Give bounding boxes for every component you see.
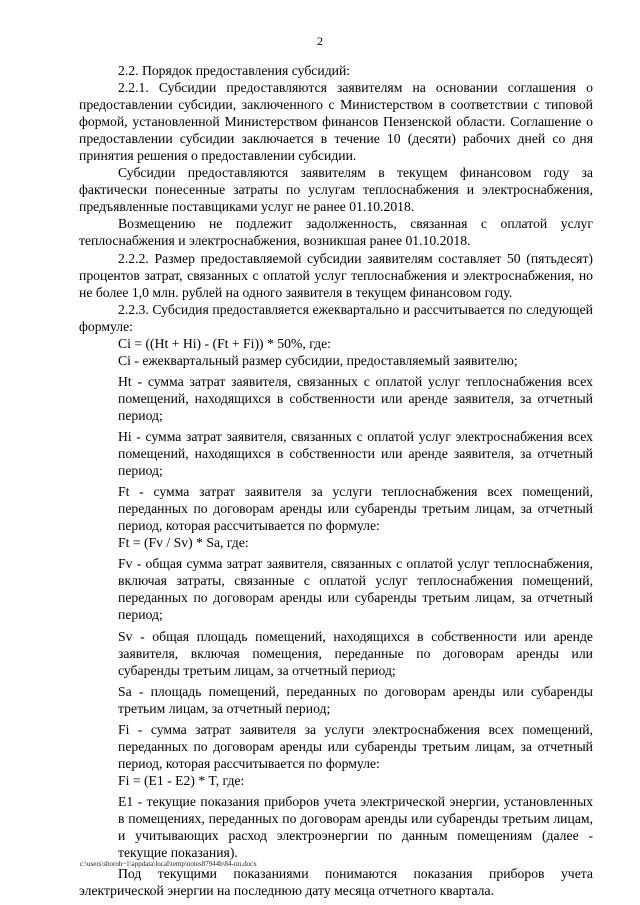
definition-sa: Sa - площадь помещений, переданных по договорам аренды или субаренды третьим лицам, за отчетный период; bbox=[118, 683, 593, 716]
footer-file-path: c:\users\shoroh~1\appdata\local\temp\notes87944b\84-пп.docx bbox=[80, 860, 257, 868]
definition-hi: Hi - сумма затрат заявителя, связанных с оплатой услуг электроснабжения всех помещений, находящихся в собственности или аренде заявителя, за отчетный период; bbox=[118, 428, 593, 479]
definition-sv: Sv - общая площадь помещений, находящихся в собственности или аренде заявителя, включая помещения, переданные по договорам аренды или субаренды третьим лицам, за отчетный период; bbox=[118, 628, 593, 678]
definition-ft: Ft - сумма затрат заявителя за услуги теплоснабжения всех помещений, переданных по договорам аренды или субаренды третьим лицам, за отчетный период, которая рассчитывается по формуле: bbox=[118, 484, 593, 534]
definition-fv: Fv - общая сумма затрат заявителя, связанных с оплатой услуг теплоснабжения, включая затраты, связанные с оплатой услуг теплоснабжения помещений, переданных по договорам аренды или субаренды третьим лицам, за отчетный период; bbox=[118, 556, 593, 623]
formula-fi: Fi = (E1 - E2) * T, где: bbox=[118, 772, 245, 788]
paragraph-debt-exclusion: Возмещению не подлежит задолженность, связанная с оплатой услуг теплоснабжения и электроснабжения, возникшая ранее 01.10.2018. bbox=[79, 216, 593, 249]
paragraph-agreement: 2.2.1. Субсидии предоставляются заявителям на основании соглашения о предоставлении субсидии, заключенного с Министерством в соответствии с типовой формой, установленной Министерством финансов Пензенской области. Соглашение о предоставлении субсидии заключается в течение 10 (десяти) рабочих дней со дня принятия решения о предоставлении субсидии. bbox=[79, 80, 593, 164]
definition-ht: Ht - сумма затрат заявителя, связанных с оплатой услуг теплоснабжения всех помещений, находящихся в собственности или аренде заявителя, за отчетный период; bbox=[118, 373, 593, 423]
definition-fi: Fi - сумма затрат заявителя за услуги электроснабжения всех помещений, переданных по договорам аренды или субаренды третьим лицам, за отчетный период, которая рассчитывается по формуле: bbox=[118, 721, 593, 771]
paragraph-subsidy-period: Субсидии предоставляются заявителям в текущем финансовом году за фактически понесенные затраты по услугам теплоснабжения и электроснабжения, предъявленные поставщиками услуг не ранее 01.10.2018. bbox=[79, 165, 593, 215]
section-heading: 2.2. Порядок предоставления субсидий: bbox=[118, 63, 351, 78]
formula-ft: Ft = (Fv / Sv) * Sa, где: bbox=[118, 535, 249, 551]
formula-ci: Ci = ((Ht + Hi) - (Ft + Fi)) * 50%, где: bbox=[118, 335, 331, 351]
definition-e1: E1 - текущие показания приборов учета электрической энергии, установленных в помещениях, переданных по договорам аренды или субаренды третьим лицам, и учитывающих расход электроэнергии по данным помещениям (далее - текущие показания). bbox=[118, 793, 593, 861]
paragraph-formula-intro: 2.2.3. Субсидия предоставляется ежеквартально и рассчитывается по следующей формуле: bbox=[79, 301, 593, 334]
definition-ci: Ci - ежеквартальный размер субсидии, предоставляемый заявителю; bbox=[118, 352, 518, 368]
paragraph-subsidy-amount: 2.2.2. Размер предоставляемой субсидии заявителям составляет 50 (пятьдесят) процентов затрат, связанных с оплатой услуг теплоснабжения и электроснабжения, но не более 1,0 млн. рублей на одного заявителя в текущем финансовом году. bbox=[79, 250, 593, 300]
page-number: 2 bbox=[317, 34, 323, 48]
document-body bbox=[79, 62, 593, 899]
paragraph-current-readings: Под текущими показаниями понимаются показания приборов учета электрической энергии на последнюю дату месяца отчетного квартала. bbox=[79, 866, 593, 899]
